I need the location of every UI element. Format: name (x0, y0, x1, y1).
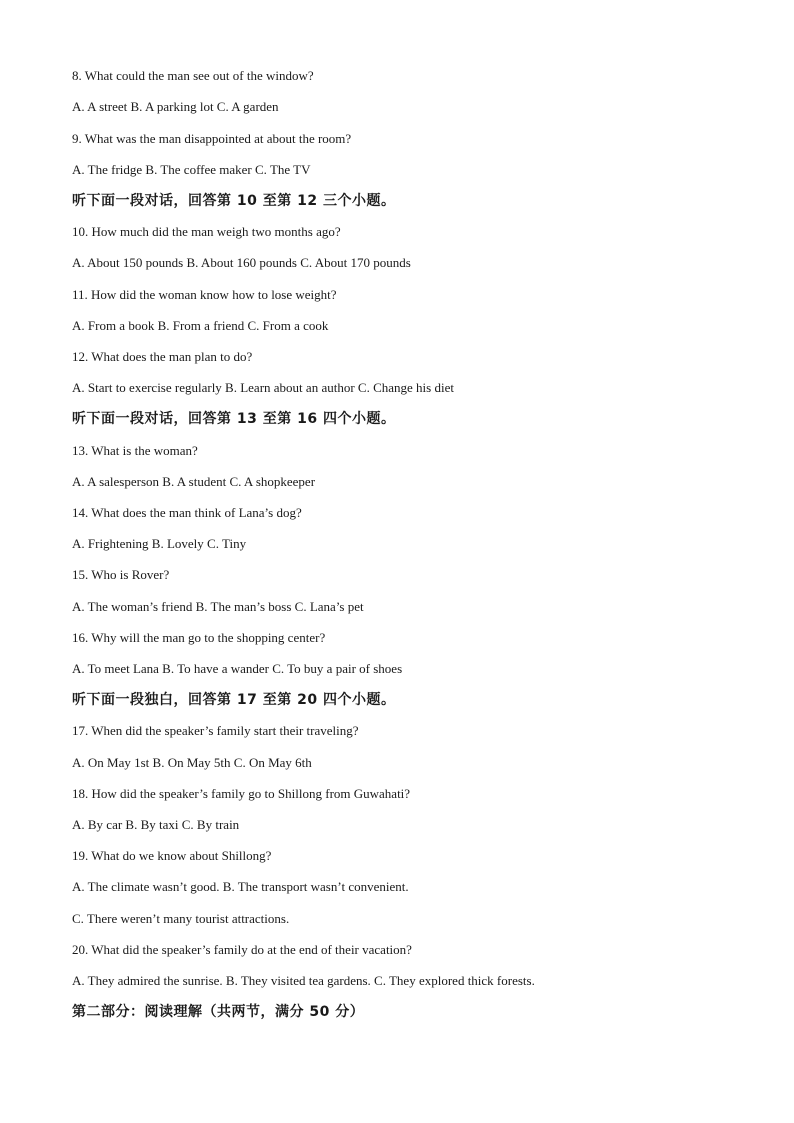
question-15: 15. Who is Rover? (72, 567, 170, 582)
section-heading-17-20: 听下面一段独白，回答第 17 至第 20 四个小题。 (72, 692, 396, 708)
question-11: 11. How did the woman know how to lose weight? (72, 287, 337, 302)
part-two-heading: 第二部分：阅读理解（共两节，满分 50 分） (72, 1004, 365, 1020)
question-14: 14. What does the man think of Lana’s dog? (72, 505, 302, 520)
question-8: 8. What could the man see out of the window? (72, 68, 314, 83)
options-12: A. Start to exercise regularly B. Learn about an author C. Change his diet (72, 380, 454, 395)
question-19: 19. What do we know about Shillong? (72, 848, 272, 863)
options-19-ab: A. The climate wasn’t good. B. The transport wasn’t convenient. (72, 879, 409, 894)
options-13: A. A salesperson B. A student C. A shopkeeper (72, 474, 316, 489)
options-19-c: C. There weren’t many tourist attractions. (72, 911, 290, 926)
section-heading-10-12: 听下面一段对话，回答第 10 至第 12 三个小题。 (72, 193, 396, 209)
question-20: 20. What did the speaker’s family do at the end of their vacation? (72, 942, 412, 957)
options-10: A. About 150 pounds B. About 160 pounds C. About 170 pounds (72, 255, 411, 270)
question-9: 9. What was the man disappointed at about the room? (72, 131, 352, 146)
options-11: A. From a book B. From a friend C. From a cook (72, 318, 329, 333)
question-17: 17. When did the speaker’s family start their traveling? (72, 723, 359, 738)
question-13: 13. What is the woman? (72, 443, 198, 458)
options-20: A. They admired the sunrise. B. They visited tea gardens. C. They explored thick forests. (72, 973, 535, 988)
options-14: A. Frightening B. Lovely C. Tiny (72, 536, 247, 551)
question-16: 16. Why will the man go to the shopping center? (72, 630, 326, 645)
question-12: 12. What does the man plan to do? (72, 349, 253, 364)
section-heading-13-16: 听下面一段对话，回答第 13 至第 16 四个小题。 (72, 411, 396, 427)
question-18: 18. How did the speaker’s family go to Shillong from Guwahati? (72, 786, 411, 801)
options-17: A. On May 1st B. On May 5th C. On May 6th (72, 755, 312, 770)
options-16: A. To meet Lana B. To have a wander C. To buy a pair of shoes (72, 661, 403, 676)
options-15: A. The woman’s friend B. The man’s boss C. Lana’s pet (72, 599, 364, 614)
options-9: A. The fridge B. The coffee maker C. The TV (72, 162, 311, 177)
question-10: 10. How much did the man weigh two months ago? (72, 224, 341, 239)
options-8: A. A street B. A parking lot C. A garden (72, 99, 279, 114)
options-18: A. By car B. By taxi C. By train (72, 817, 240, 832)
